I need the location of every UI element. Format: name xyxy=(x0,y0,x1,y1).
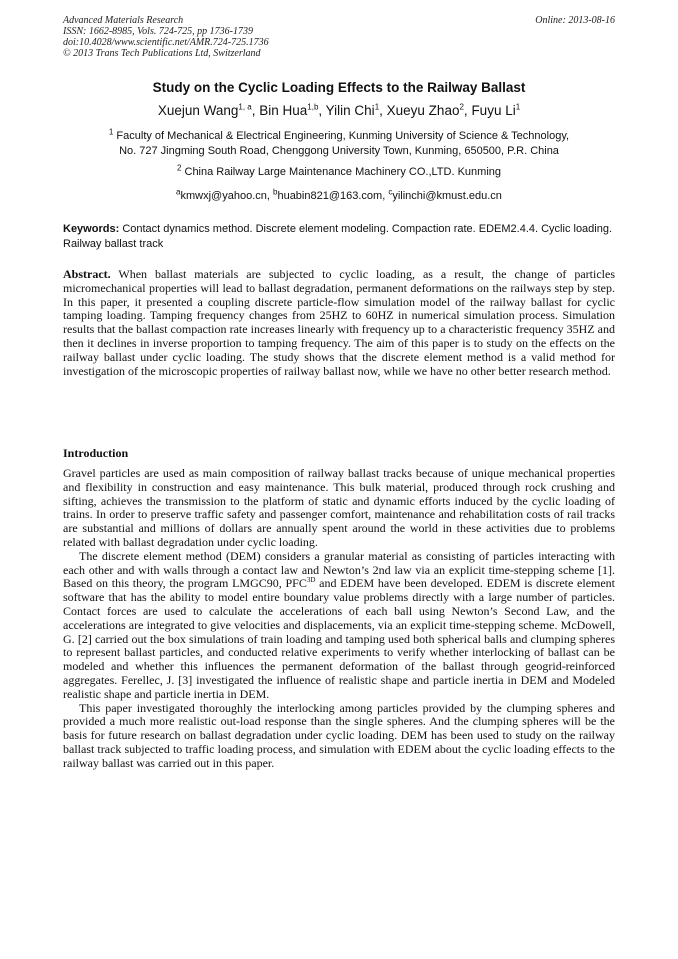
paragraph xyxy=(63,550,615,702)
affiliation-sup: 1 xyxy=(108,127,114,137)
email-address[interactable]: yilinchi@kmust.edu.cn xyxy=(392,190,502,202)
author-sup: 1 xyxy=(374,102,380,112)
paper-title: Study on the Cyclic Loading Effects to the Railway Ballast xyxy=(152,80,526,95)
paragraph: Gravel particles are used as main composition of railway ballast tracks because of unique mechanical properties and flexibility in construction and easy maintenance. This bulk material, produced through rock crushing and sifting, achieves the transmission to the platform of static and dynamic efforts induced by the cyclic loading of trains. In order to preserve traffic safety and passenger comfort, maintenance and rehabilitation costs of rail tracks are substantial and millions of dollars are annually spent around the world in these activities due to problems related with ballast degradation under cyclic loading. xyxy=(63,466,615,549)
keywords-text: Contact dynamics method. Discrete element modeling. Compaction rate. EDEM2.4.4. Cyclic loading. Railway ballast track xyxy=(63,223,613,250)
author-sup: 1, a xyxy=(238,102,252,112)
email-sup: a xyxy=(176,187,181,197)
keywords-label: Keywords: xyxy=(63,223,120,235)
abstract-block xyxy=(63,268,615,378)
author-list: Xuejun Wang$^{1, a}$, Bin Hua$^{1,b}$, Yilin Chi$^1$, Xueyu Zhao$^2$, Fuyu Li$^1$ xyxy=(157,102,521,118)
author-sup: 1 xyxy=(515,102,521,112)
affiliation-1 xyxy=(63,129,615,159)
keywords-block xyxy=(63,222,615,251)
superscript: 3D xyxy=(306,576,316,585)
affiliation-line: Faculty of Mechanical & Electrical Engineering, Kunming University of Science & Technology, xyxy=(116,130,570,142)
introduction-body xyxy=(63,467,615,771)
journal-name: Advanced Materials Research xyxy=(63,15,184,26)
section-heading-introduction: Introduction xyxy=(63,446,129,460)
doi-line: doi:10.4028/www.scientific.net/AMR.724-725.1736 xyxy=(63,37,269,48)
author-name: Xueyu Zhao xyxy=(386,103,460,118)
publication-header xyxy=(63,15,615,59)
abstract-text: When ballast materials are subjected to cyclic loading, as a result, the change of particles micromechanical properties will lead to ballast degradation, permanent deformations on the railways step by step. In this paper, it presented a coupling discrete particle-flow simulation model of the railway ballast for cyclic tamping loading. Tamping frequency changes from 25HZ to 60HZ in numerical simulation process. Simulation results that the ballast compaction rate increases linearly with frequency up to a characteristic frequency 35HZ and then it declines in inverse proportion to tamping frequency. The aim of this paper is to study on the effects on the railway ballast under cyclic loading. The study shows that the discrete element method is a valid method for investigation of the microscopic properties of railway ballast now, while we have no other better research method. xyxy=(63,267,615,378)
copyright-line: © 2013 Trans Tech Publications Ltd, Switzerland xyxy=(63,48,261,59)
email-address[interactable]: huabin821@163.com xyxy=(277,190,383,202)
email-sup: b xyxy=(273,187,278,197)
author-sup: 2 xyxy=(459,102,464,112)
affiliation-sup: 2 xyxy=(176,163,182,173)
email-sup: c xyxy=(388,187,393,197)
online-date: Online: 2013-08-16 xyxy=(535,15,615,26)
author-name: Bin Hua xyxy=(259,103,308,118)
affiliation-line: China Railway Large Maintenance Machinery CO.,LTD. Kunming xyxy=(184,166,501,178)
email-list: $^a$kmwxj@yahoo.cn, $^b$huabin821@163.com, $^c$yilinchi@kmust.edu.cn xyxy=(176,187,502,202)
author-sup: 1,b xyxy=(307,102,319,112)
paragraph-text: The discrete element method (DEM) considers a granular material as consisting of particles interacting with each other and with walls through a contact law and Newton’s 2nd law via an explicit time-stepping scheme [1]. Based on this theory, the program LMGC90, PFC xyxy=(63,548,615,591)
affiliation-2 xyxy=(63,165,615,180)
author-name: Yilin Chi xyxy=(325,103,375,118)
paragraph: This paper investigated thoroughly the interlocking among particles provided by the clumping spheres and provided a much more realistic out-load response than the single spheres. And the clumping spheres will be the basis for future research on ballast degradation under cyclic loading. DEM has been used to study on the railway ballast track subjected to traffic loading process, and simulation with EDEM about the cyclic loading effects to the railway ballast was carried out in this paper. xyxy=(63,700,615,770)
author-name: Fuyu Li xyxy=(471,103,516,118)
email-address[interactable]: kmwxj@yahoo.cn xyxy=(180,190,267,202)
issn-line: ISSN: 1662-8985, Vols. 724-725, pp 1736-1739 xyxy=(63,26,253,37)
affiliation-line: No. 727 Jingming South Road, Chenggong University Town, Kunming, 650500, P.R. China xyxy=(119,145,559,157)
paragraph-text: and EDEM have been developed. EDEM is discrete element software that has the ability to model entire boundary value problems directly with a large number of particles. Contact forces are used to calculate the accelerations of each ball using Newton’s Second Law, and the accelerations are integrated to give velocities and displacements, via an explicit time-stepping scheme. McDowell, G. [2] carried out the box simulations of train loading and tamping used both spherical balls and clumping spheres to represent ballast particles, and conducted relative experiments to verify whether interlocking of ballast can be modeled and whether this influences the permanent deformation of the ballast through geogrid-reinforced aggregates. Ferellec, J. [3] investigated the influence of realistic shape and particle inertia in DEM and Modeled realistic shape and particle inertia in DEM. xyxy=(63,576,616,701)
abstract-label: Abstract. xyxy=(63,267,111,281)
author-name: Xuejun Wang xyxy=(157,103,239,118)
